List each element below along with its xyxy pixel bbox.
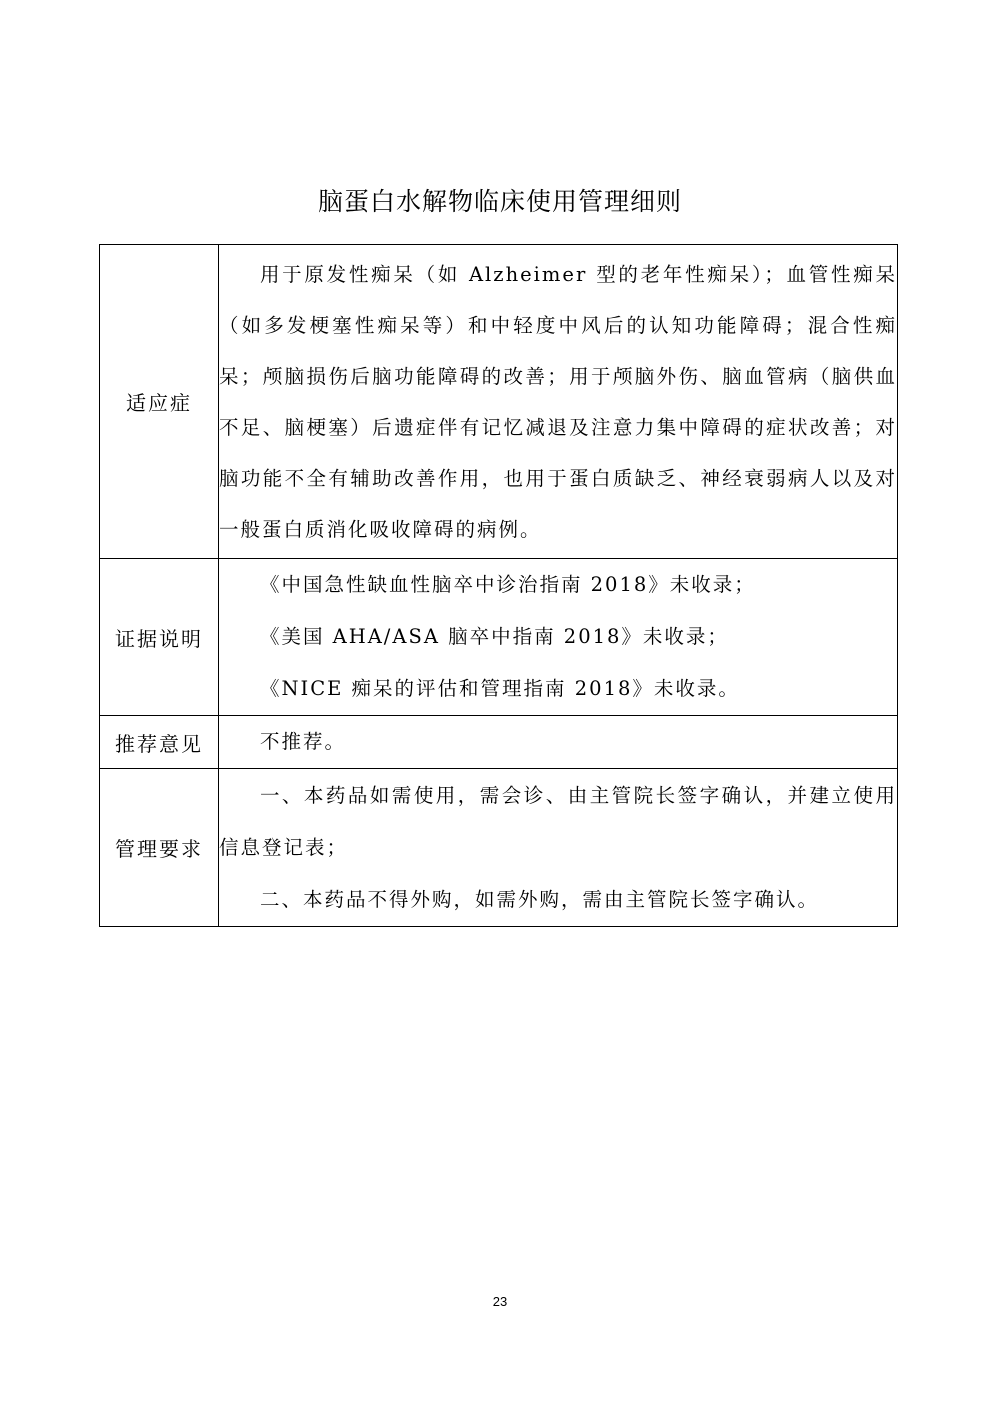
table-row bbox=[100, 716, 898, 769]
row-label-recommendation: 推荐意见 bbox=[100, 716, 219, 769]
row-label-evidence: 证据说明 bbox=[100, 559, 219, 716]
row-label-indications: 适应症 bbox=[100, 245, 219, 559]
table-row bbox=[100, 559, 898, 716]
row-label-management: 管理要求 bbox=[100, 769, 219, 927]
paragraph: 不推荐。 bbox=[259, 730, 346, 753]
row-content-evidence bbox=[219, 559, 898, 716]
row-content-indications bbox=[219, 245, 898, 559]
table-row bbox=[100, 769, 898, 927]
paragraph: 《中国急性缺血性脑卒中诊治指南 2018》未收录； bbox=[259, 573, 756, 596]
row-content-recommendation bbox=[219, 716, 898, 769]
paragraph: 二、本药品不得外购，如需外购，需由主管院长签字确认。 bbox=[259, 887, 819, 911]
table-row bbox=[100, 245, 898, 559]
page-number: 23 bbox=[492, 1294, 508, 1309]
document-title: 脑蛋白水解物临床使用管理细则 bbox=[317, 187, 682, 216]
row-content-management bbox=[219, 769, 898, 927]
rules-table bbox=[99, 244, 898, 927]
paragraph: 一、本药品如需使用，需会诊、由主管院长签字确认，并建立使用信息登记表； bbox=[219, 783, 897, 859]
paragraph: 《美国 AHA/ASA 脑卒中指南 2018》未收录； bbox=[259, 625, 729, 648]
paragraph: 用于原发性痴呆（如 Alzheimer 型的老年性痴呆）；血管性痴呆（如多发梗塞性痴呆等）和中轻度中风后的认知功能障碍；混合性痴呆；颅脑损伤后脑功能障碍的改善；用于颅脑外伤、脑血管病（脑供血不足、脑梗塞）后遗症伴有记忆减退及注意力集中障碍的症状改善；对脑功能不全有辅助改善作用，也用于蛋白质缺乏、神经衰弱病人以及对一般蛋白质消化吸收障碍的病例。 bbox=[219, 262, 897, 541]
paragraph: 《NICE 痴呆的评估和管理指南 2018》未收录。 bbox=[259, 677, 740, 700]
